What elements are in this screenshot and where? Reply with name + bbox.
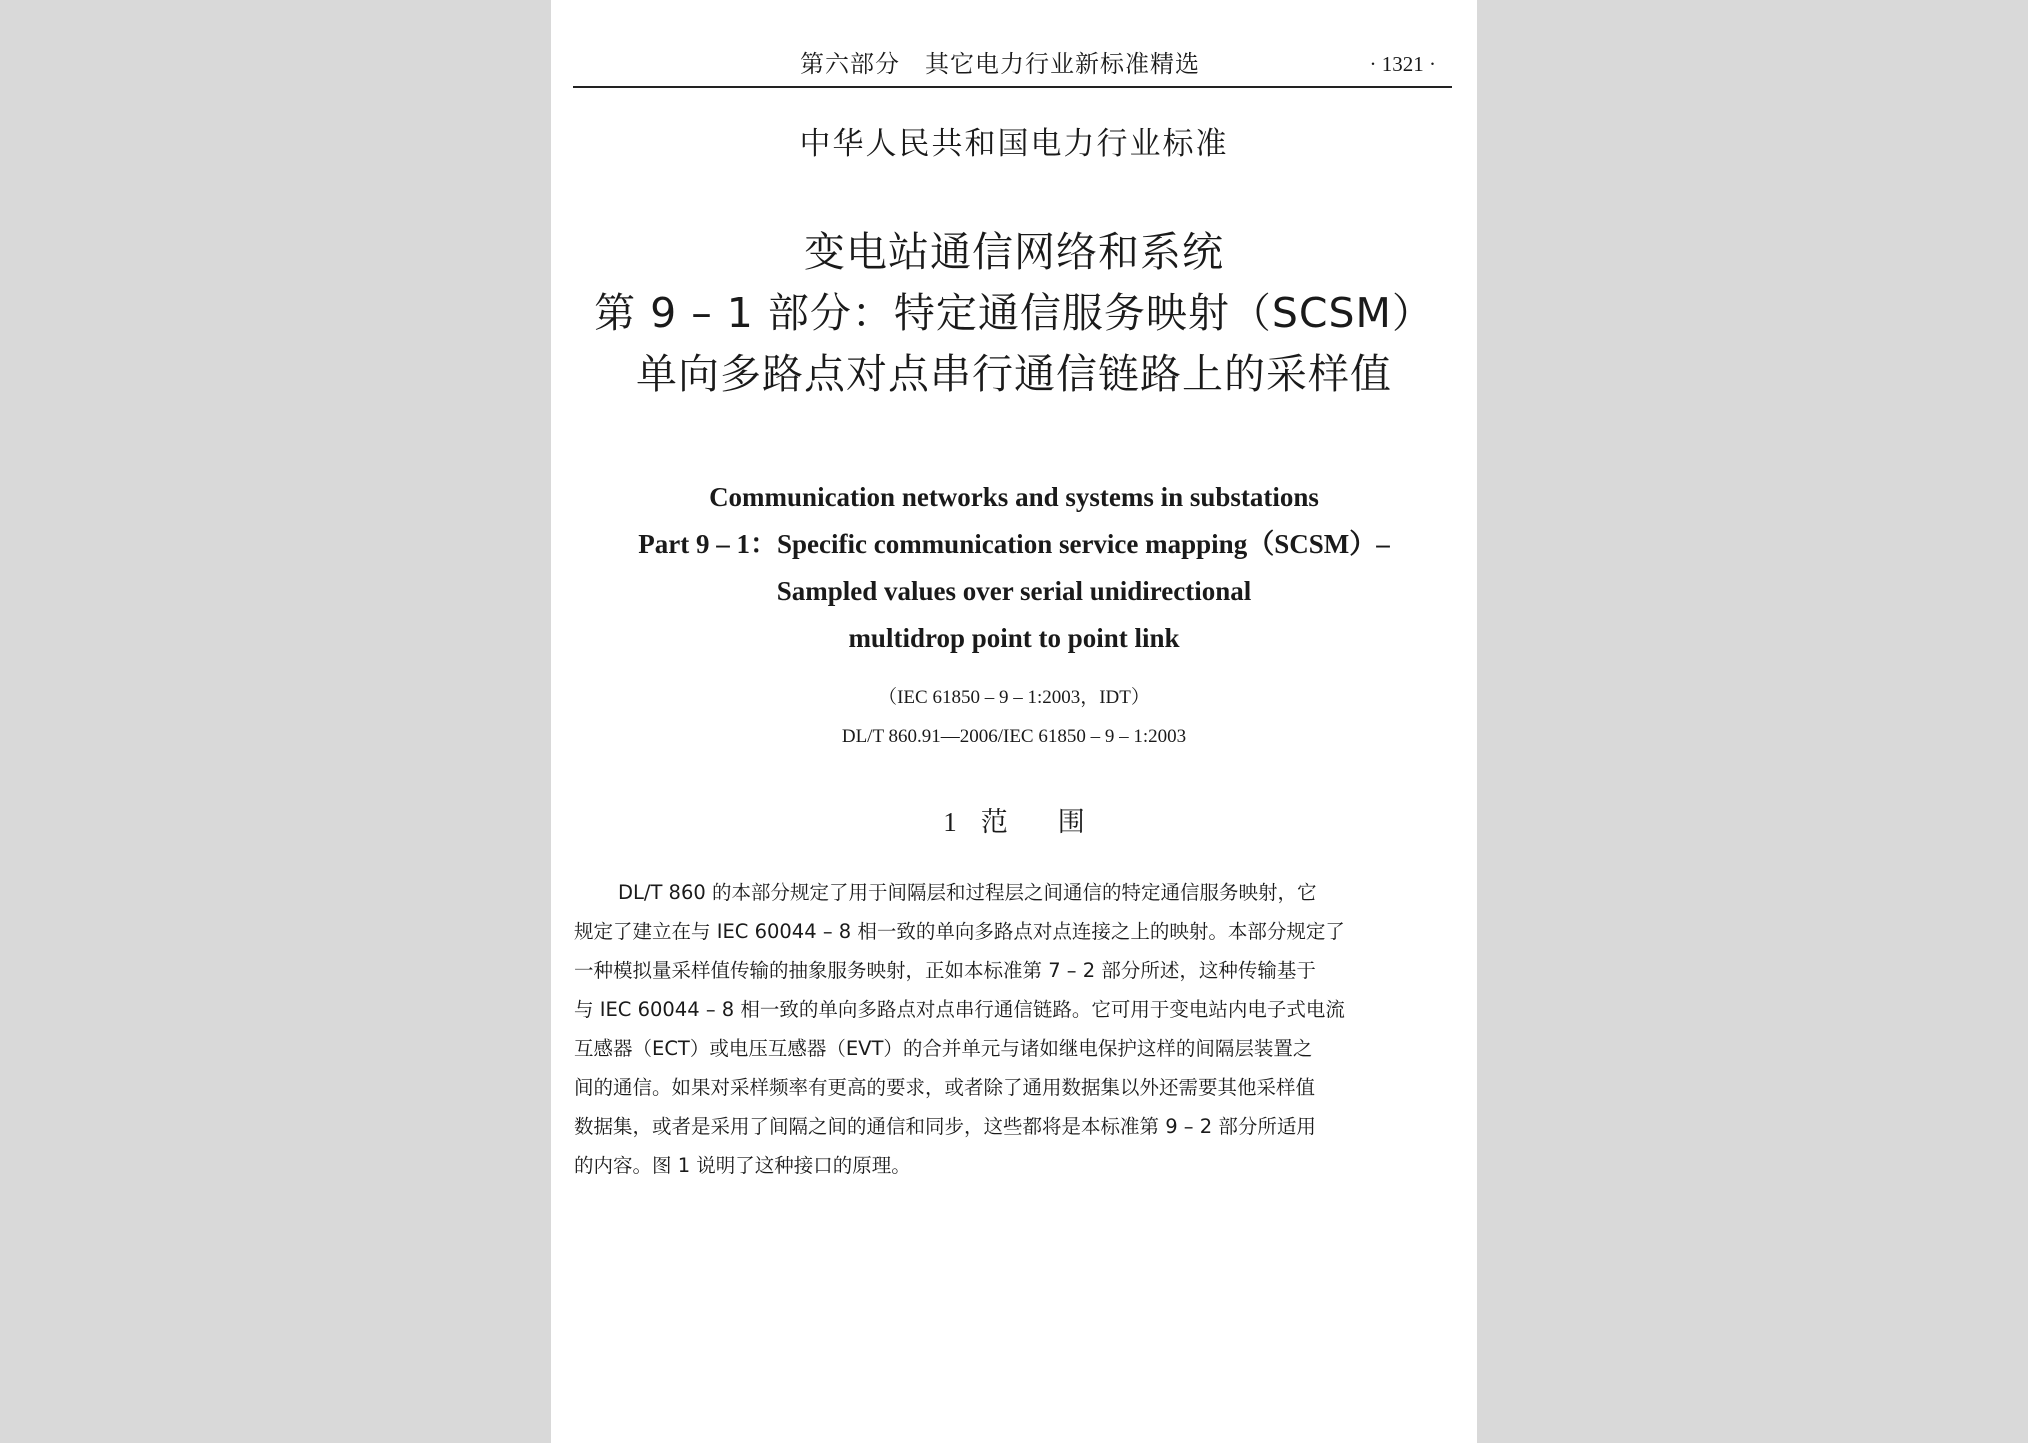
- page-number: · 1321 ·: [1369, 52, 1436, 76]
- standard-type: 中华人民共和国电力行业标准: [799, 126, 1229, 162]
- english-title-line: multidrop point to point link: [848, 623, 1180, 653]
- document-page: [551, 0, 1477, 1443]
- section-title-part: 范: [980, 807, 1008, 838]
- section-label: 第六部分 其它电力行业新标准精选: [800, 50, 1200, 78]
- standard-reference: [551, 678, 1477, 756]
- section-heading: [551, 800, 1477, 839]
- english-title-line: Communication networks and systems in substations: [709, 482, 1319, 512]
- chinese-title-line: 单向多路点对点串行通信链路上的采样值: [636, 350, 1392, 398]
- chinese-title-line: 第 9 – 1 部分：特定通信服务映射（SCSM）: [594, 289, 1434, 337]
- section-number: 1: [943, 807, 957, 837]
- section-title-part: 围: [1057, 807, 1085, 838]
- english-title: [551, 474, 1477, 662]
- scope-paragraph: [574, 873, 1455, 1185]
- standard-code: DL/T 860.91—2006/IEC 61850 – 9 – 1:2003: [841, 726, 1187, 747]
- paragraph-line: 与 IEC 60044 – 8 相一致的单向多路点对点串行通信链路。它可用于变电站内电子式电流: [574, 998, 1345, 1021]
- paragraph-line: 间的通信。如果对采样频率有更高的要求，或者除了通用数据集以外还需要其他采样值: [574, 1076, 1316, 1099]
- chinese-title: [551, 222, 1477, 405]
- english-title-line: Sampled values over serial unidirectional: [776, 576, 1252, 606]
- paragraph-line: 的内容。图 1 说明了这种接口的原理。: [574, 1154, 911, 1177]
- english-title-line: Part 9 – 1：Specific communication service mapping（SCSM）–: [638, 529, 1390, 559]
- chinese-title-line: 变电站通信网络和系统: [804, 228, 1224, 276]
- paragraph-line: 数据集，或者是采用了间隔之间的通信和同步，这些都将是本标准第 9 – 2 部分所适用: [574, 1115, 1316, 1138]
- equivalence-note: （IEC 61850 – 9 – 1:2003，IDT）: [878, 687, 1150, 708]
- paragraph-line: 互感器（ECT）或电压互感器（EVT）的合并单元与诸如继电保护这样的间隔层装置之: [574, 1037, 1313, 1060]
- paragraph-line: DL/T 860 的本部分规定了用于间隔层和过程层之间通信的特定通信服务映射，它: [618, 881, 1317, 904]
- paragraph-line: 规定了建立在与 IEC 60044 – 8 相一致的单向多路点对点连接之上的映射。本部分规定了: [574, 920, 1345, 943]
- paragraph-line: 一种模拟量采样值传输的抽象服务映射，正如本标准第 7 – 2 部分所述，这种传输基于: [574, 959, 1316, 982]
- running-header: [573, 36, 1452, 88]
